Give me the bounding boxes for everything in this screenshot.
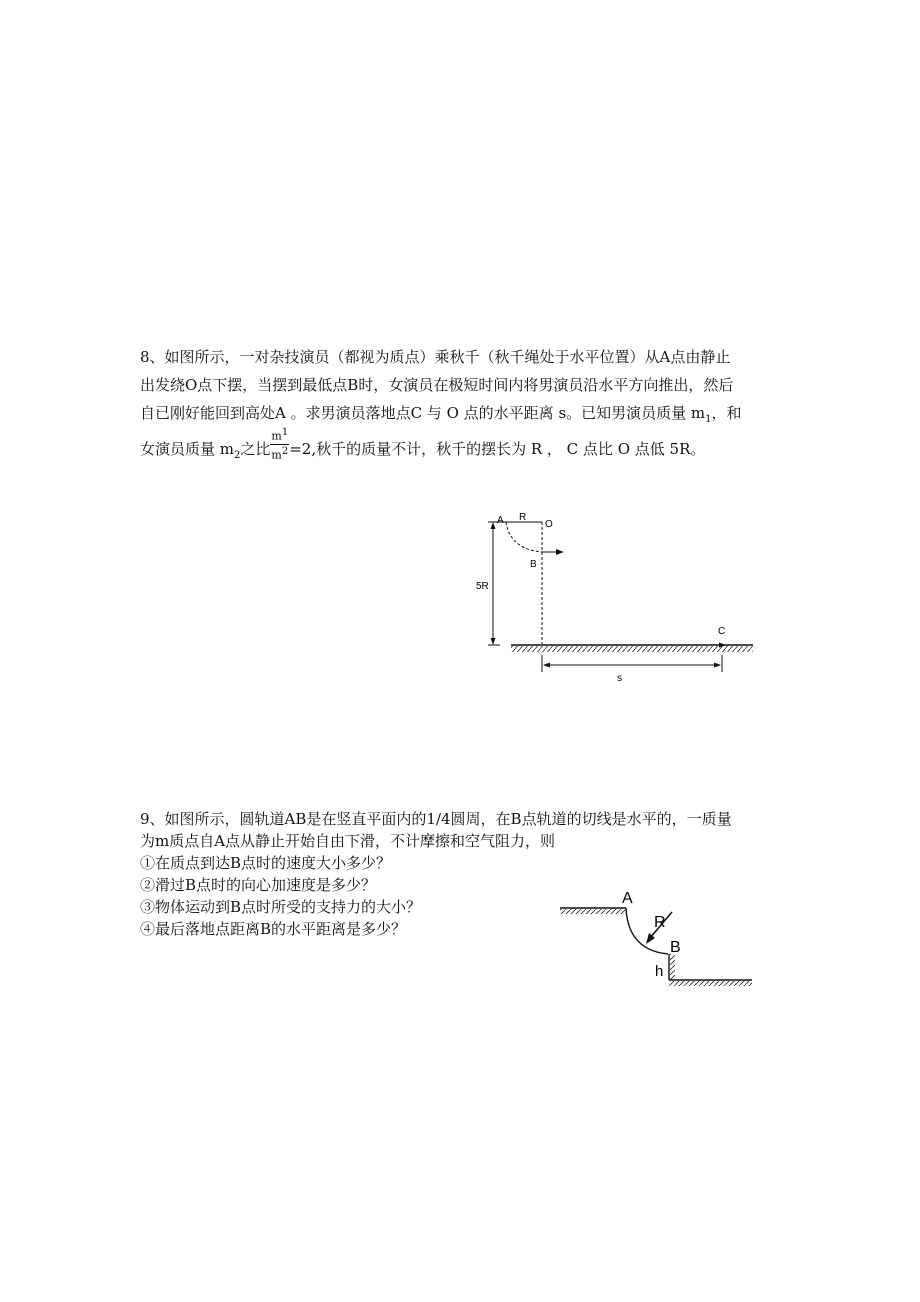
fraction-numerator [270,426,289,445]
label-c: C [718,626,726,637]
question-1: ①在质点到达B点时的速度大小多少？ [140,854,392,872]
label-r: R [519,512,527,523]
problem-8-line-3-text: 自已刚好能回到高处A 。求男演员落地点C 与 O 点的水平距离 s。已知男演员质量 m [140,404,706,422]
fraction-denominator [270,445,289,463]
problem-8-line-3-end: ，和 [711,404,742,422]
problem-8-line-4-ratio-word: 之比 [240,440,271,458]
problem-8-line-4 [140,427,800,471]
question-4: ④最后落地点距离B的水平距离是多少？ [140,920,407,938]
problem-8-line-4-text: 女演员质量 m [140,440,234,458]
s-arrow-right [714,663,721,668]
problem-8-line-1: 8、如图所示，一对杂技演员（都视为质点）乘秋千（秋千绳处于水平位置）从A点由静止 [140,348,731,366]
label-b: B [530,559,537,570]
height-arrow-bottom [491,638,496,645]
label-o: O [545,519,553,530]
label-b: B [670,939,681,956]
label-a: A [622,890,633,907]
problem-8 [140,343,800,471]
s-arrow-left [543,663,550,668]
height-arrow-top [491,522,496,529]
numerator-base: m [271,429,282,443]
mass-subscript-2: 2 [234,450,241,461]
problem-8-line-4-rest: =2,秋千的质量不计，秋千的摆长为 R ， C 点比 O 点低 5R。 [289,440,706,458]
numerator-sup: 1 [281,426,289,438]
label-5r: 5R [476,581,489,592]
problem-9-line-2: 为m质点自A点从静止开始自由下滑，不计摩擦和空气阻力，则 [140,832,556,850]
mass-subscript-1: 1 [705,414,712,425]
denominator-sup: 2 [281,445,289,457]
denominator-base: m [271,448,282,462]
swing-arc-dashed [506,522,542,552]
cliff-hatching [670,954,675,980]
upper-ground-hatching [560,909,626,914]
problem-8-line-2: 出发绕O点下摆，当摆到最低点B时，女演员在极短时间内将男演员沿水平方向推出，然后 [140,376,734,394]
label-a: A [497,515,504,526]
lower-ground-hatching [669,981,752,986]
problem-9-line-1: 9、如图所示，圆轨道AB是在竖直平面内的1/4圆周，在B点轨道的切线是水平的，一质量 [140,810,732,828]
question-3: ③物体运动到B点时所受的支持力的大小？ [140,898,422,916]
problem-8-line-3 [140,399,800,427]
push-arrow-head [556,549,564,555]
mass-ratio-fraction [270,426,289,462]
label-h: h [655,963,664,980]
label-s: s [617,673,622,684]
ground-hatching [511,646,753,652]
track-diagram [550,880,770,990]
question-2: ②滑过B点时的向心加速度是多少？ [140,876,377,894]
label-r: R [654,914,666,931]
swing-diagram [470,505,770,695]
